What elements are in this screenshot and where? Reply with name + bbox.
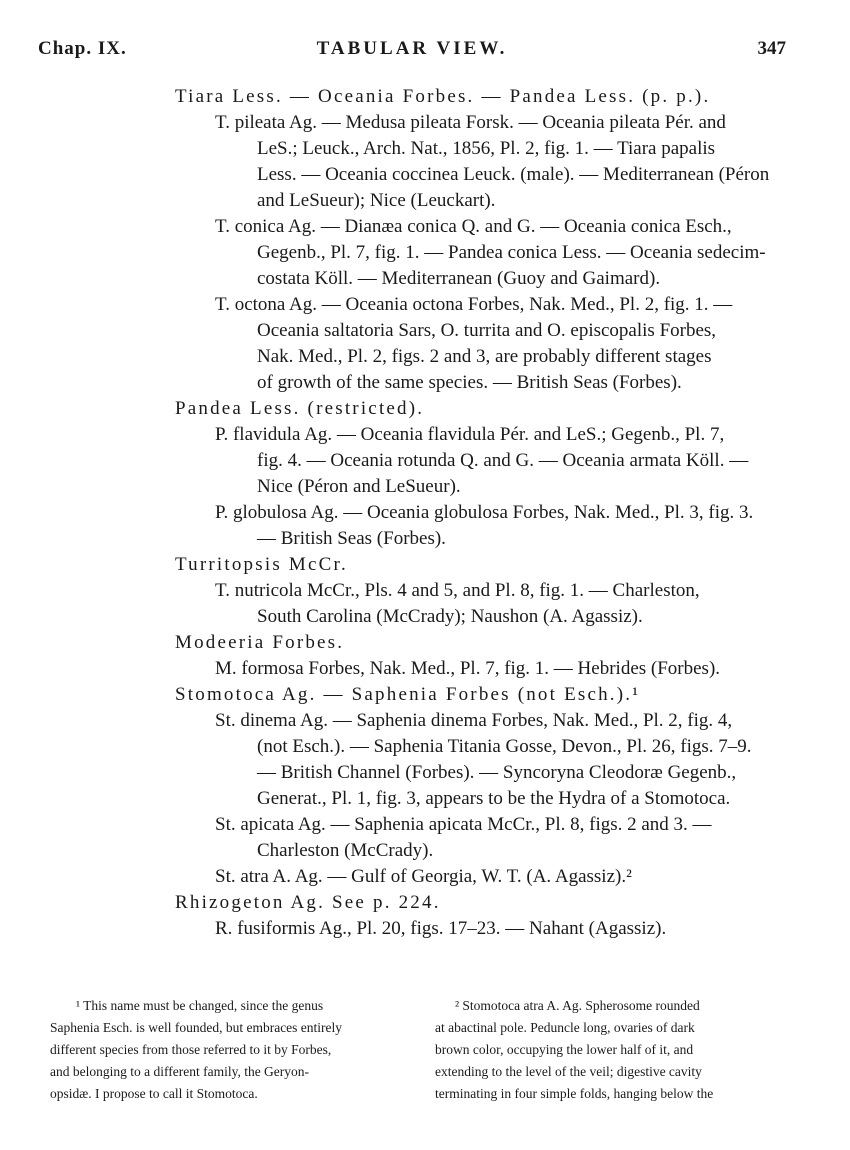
species-entry-line: St. dinema Ag. — Saphenia dinema Forbes, Nak. Med., Pl. 2, fig. 4, — [215, 710, 733, 731]
footnote-line: brown color, occupying the lower half of it, and — [435, 1042, 694, 1057]
footnote-line: Saphenia Esch. is well founded, but embraces entirely — [50, 1020, 343, 1035]
species-entry-line: R. fusiformis Ag., Pl. 20, figs. 17–23. — Nahant (Agassiz). — [215, 918, 667, 939]
species-entry-line: Nak. Med., Pl. 2, figs. 2 and 3, are probably different stages — [257, 346, 712, 367]
species-entry-line: Generat., Pl. 1, fig. 3, appears to be the Hydra of a Stomotoca. — [257, 788, 731, 809]
species-entry-line: M. formosa Forbes, Nak. Med., Pl. 7, fig. 1. — Hebrides (Forbes). — [215, 658, 721, 679]
species-entry-line: fig. 4. — Oceania rotunda Q. and G. — Oceania armata Köll. — — [257, 450, 749, 471]
species-entry-line: South Carolina (McCrady); Naushon (A. Agassiz). — [257, 606, 643, 627]
species-entry-line: costata Köll. — Mediterranean (Guoy and Gaimard). — [257, 268, 661, 289]
genus-heading: Turritopsis McCr. — [175, 554, 348, 575]
species-entry-line: T. nutricola McCr., Pls. 4 and 5, and Pl. 8, fig. 1. — Charleston, — [215, 580, 700, 601]
footnote-line: at abactinal pole. Peduncle long, ovaries of dark — [435, 1020, 695, 1035]
genus-heading: Tiara Less. — Oceania Forbes. — Pandea Less. (p. p.). — [175, 86, 711, 107]
footnote-line: ² Stomotoca atra A. Ag. Spherosome rounded — [455, 998, 700, 1013]
species-entry-line: T. octona Ag. — Oceania octona Forbes, Nak. Med., Pl. 2, fig. 1. — — [215, 294, 733, 315]
footnote-line: ¹ This name must be changed, since the genus — [76, 998, 324, 1013]
footnote-line: extending to the level of the veil; digestive cavity — [435, 1064, 702, 1079]
genus-heading: Pandea Less. (restricted). — [175, 398, 425, 419]
species-entry-line: — British Seas (Forbes). — [257, 528, 446, 549]
page-number: 347 — [757, 38, 786, 59]
running-title: TABULAR VIEW. — [316, 38, 508, 59]
species-entry-line: P. flavidula Ag. — Oceania flavidula Pér. and LeS.; Gegenb., Pl. 7, — [215, 424, 725, 445]
species-entry-line: and LeSueur); Nice (Leuckart). — [257, 190, 496, 211]
genus-heading: Rhizogeton Ag. See p. 224. — [175, 892, 441, 913]
species-entry-line: Charleston (McCrady). — [257, 840, 434, 861]
species-entry-line: of growth of the same species. — British Seas (Forbes). — [257, 372, 682, 393]
species-entry-line: LeS.; Leuck., Arch. Nat., 1856, Pl. 2, fig. 1. — Tiara papalis — [257, 138, 716, 159]
species-entry-line: (not Esch.). — Saphenia Titania Gosse, Devon., Pl. 26, figs. 7–9. — [257, 736, 752, 757]
species-entry-line: St. apicata Ag. — Saphenia apicata McCr., Pl. 8, figs. 2 and 3. — — [215, 814, 712, 835]
species-entry-line: T. pileata Ag. — Medusa pileata Forsk. — Oceania pileata Pér. and — [215, 112, 726, 133]
species-entry-line: St. atra A. Ag. — Gulf of Georgia, W. T. (A. Agassiz).² — [215, 866, 632, 887]
species-entry-line: Less. — Oceania coccinea Leuck. (male). — Mediterranean (Péron — [257, 164, 770, 185]
species-entry-line: Nice (Péron and LeSueur). — [257, 476, 461, 497]
species-entry-line: P. globulosa Ag. — Oceania globulosa Forbes, Nak. Med., Pl. 3, fig. 3. — [215, 502, 754, 523]
species-entry-line: Oceania saltatoria Sars, O. turrita and O. episcopalis Forbes, — [257, 320, 717, 341]
footnote-line: terminating in four simple folds, hanging below the — [435, 1086, 714, 1101]
footnote-line: and belonging to a different family, the Geryon- — [50, 1064, 310, 1079]
footnote-line: opsidæ. I propose to call it Stomotoca. — [50, 1086, 258, 1101]
genus-heading: Modeeria Forbes. — [175, 632, 345, 653]
chapter-label: Chap. IX. — [38, 38, 127, 59]
species-entry-line: Gegenb., Pl. 7, fig. 1. — Pandea conica Less. — Oceania sedecim- — [257, 242, 766, 263]
species-entry-line: — British Channel (Forbes). — Syncoryna Cleodoræ Gegenb., — [257, 762, 737, 783]
genus-heading: Stomotoca Ag. — Saphenia Forbes (not Esch.).¹ — [175, 684, 641, 705]
species-entry-line: T. conica Ag. — Dianæa conica Q. and G. — Oceania conica Esch., — [215, 216, 732, 237]
page-header — [38, 38, 786, 68]
footnote-line: different species from those referred to it by Forbes, — [50, 1042, 332, 1057]
